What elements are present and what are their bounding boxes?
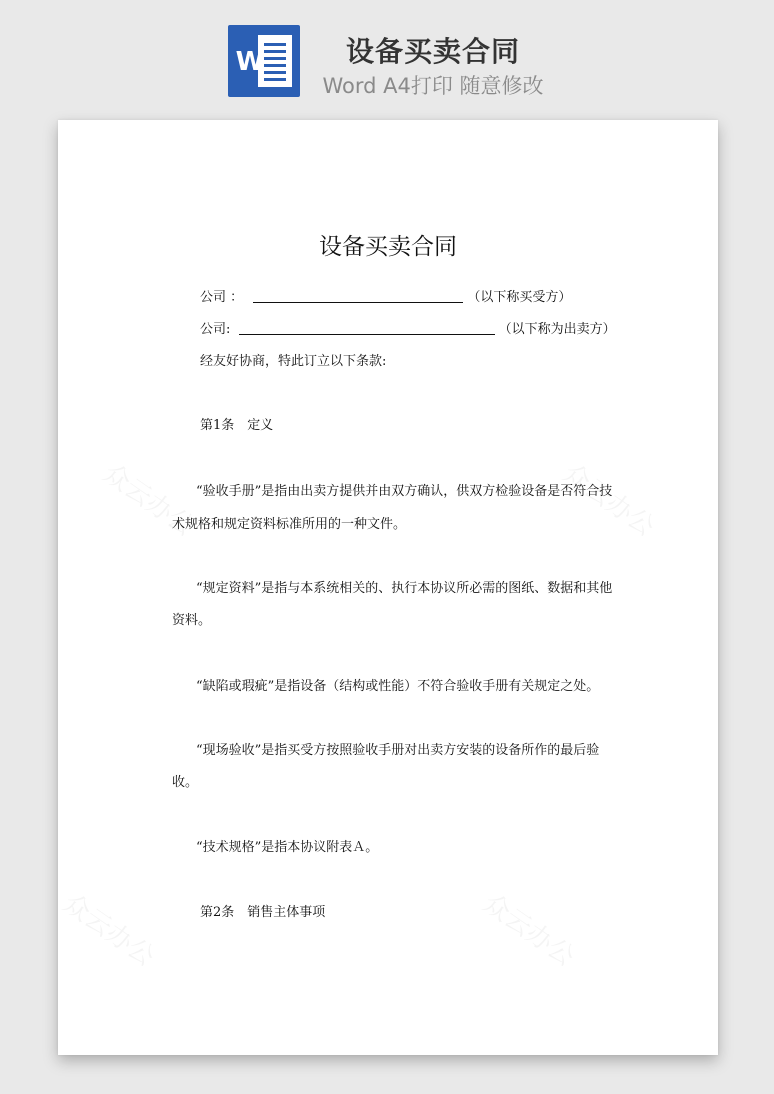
seller-party-line xyxy=(200,320,616,339)
article2-heading: 第2条 销售主体事项 xyxy=(200,905,326,920)
buyer-party-line xyxy=(200,288,571,307)
buyer-suffix: （以下称买受方） xyxy=(467,290,572,305)
seller-label: 公司: xyxy=(200,322,231,337)
banner-title: 设备买卖合同 xyxy=(345,35,520,68)
intro-text: 经友好协商，特此订立以下条款: xyxy=(200,354,387,369)
document-title: 设备买卖合同 xyxy=(319,234,457,260)
buyer-label: 公司 ： xyxy=(200,290,244,305)
banner xyxy=(0,0,774,115)
document-page xyxy=(58,120,718,1055)
word-icon-letter: W xyxy=(235,47,265,77)
buyer-name-field[interactable] xyxy=(253,288,463,303)
definition-paragraph: “技术规格”是指本协议附表Ａ。 xyxy=(196,840,379,855)
definition-paragraph-cont: 术规格和规定资料标准所用的一种文件。 xyxy=(172,517,407,532)
definition-paragraph-cont: 资料。 xyxy=(172,613,212,628)
definition-paragraph: “现场验收”是指买受方按照验收手册对出卖方安装的设备所作的最后验 xyxy=(196,743,600,758)
seller-name-field[interactable] xyxy=(239,320,495,335)
definition-paragraph: “规定资料”是指与本系统相关的、执行本协议所必需的图纸、数据和其他 xyxy=(196,581,613,596)
banner-subtitle: Word A4打印 随意修改 xyxy=(322,74,544,98)
watermark xyxy=(57,884,163,974)
definition-paragraph: “缺陷或瑕疵”是指设备（结构或性能）不符合验收手册有关规定之处。 xyxy=(196,679,600,694)
definition-paragraph: “验收手册”是指由出卖方提供并由双方确认，供双方检验设备是否符合技 xyxy=(196,484,613,499)
definition-paragraph-cont: 收。 xyxy=(172,775,199,790)
article1-heading: 第1条 定义 xyxy=(200,418,274,433)
watermark xyxy=(477,884,583,974)
word-icon xyxy=(228,25,300,97)
seller-suffix: （以下称为出卖方） xyxy=(498,322,616,337)
